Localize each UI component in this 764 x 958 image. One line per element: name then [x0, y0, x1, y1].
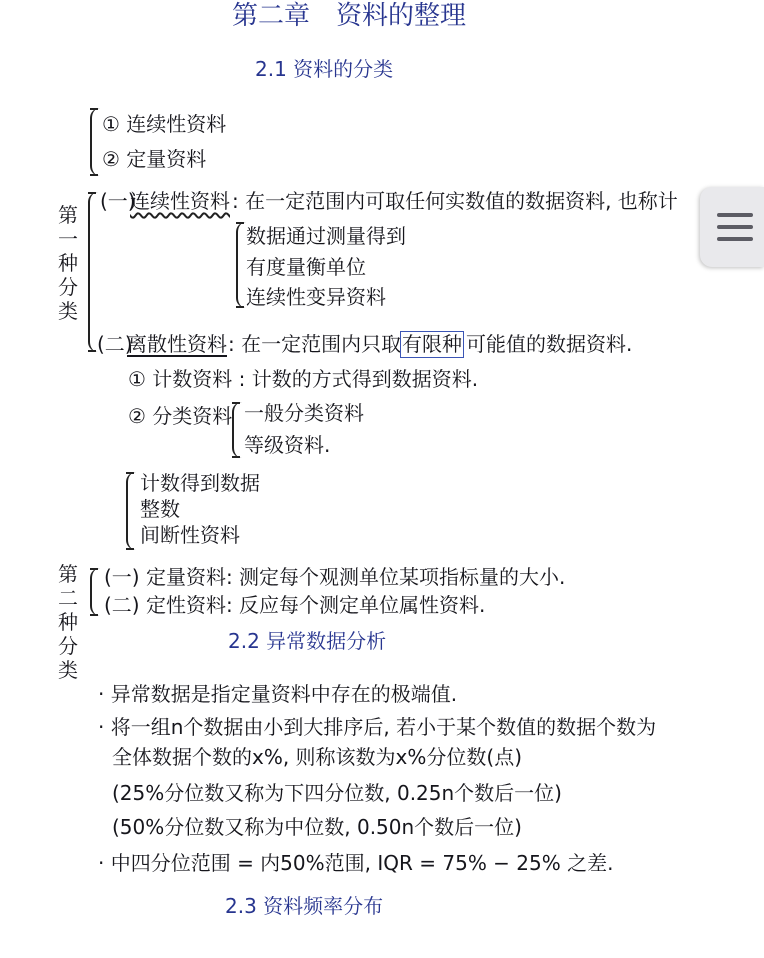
category-number: (一)	[100, 189, 136, 213]
section-2-2-heading: 2.2 异常数据分析	[228, 629, 387, 653]
qualitative-data-line: (二) 定性资料: 反应每个测定单位属性资料.	[104, 593, 486, 617]
categorical-item: 一般分类资料	[244, 401, 364, 425]
outlier-note: (50%分位数又称为中位数, 0.50n个数后一位)	[112, 815, 522, 839]
outlier-note: · 中四分位范围 = 内50%范围, IQR = 75% − 25% 之差.	[98, 851, 614, 875]
finite-kinds-highlight: 有限种	[402, 332, 462, 356]
continuous-item: 连续性变异资料	[246, 285, 386, 309]
section-2-3-heading: 2.3 资料频率分布	[225, 894, 384, 918]
chapter-title: 第二章 资料的整理	[232, 1, 467, 31]
categorical-data-label: ② 分类资料	[128, 404, 233, 428]
first-classification-bracket	[88, 192, 98, 352]
top-list-item: ② 定量资料	[102, 147, 207, 171]
menu-icon[interactable]	[700, 187, 764, 267]
discrete-data-term: 离散性资料	[127, 332, 227, 356]
top-list-bracket	[90, 108, 100, 176]
discrete-note: 间断性资料	[140, 523, 240, 547]
categorical-item: 等级资料.	[244, 433, 331, 457]
outlier-note: · 异常数据是指定量资料中存在的极端值.	[98, 682, 458, 706]
first-classification-label: 第一种分类	[58, 203, 78, 323]
continuous-item: 有度量衡单位	[246, 255, 366, 279]
category-number: (二)	[97, 332, 133, 356]
quantitative-data-line: (一) 定量资料: 测定每个观测单位某项指标量的大小.	[104, 565, 566, 589]
outlier-note: (25%分位数又称为下四分位数, 0.25n个数后一位)	[112, 781, 562, 805]
outlier-note: 全体数据个数的x%, 则称该数为x%分位数(点)	[112, 745, 522, 769]
continuous-items-bracket	[236, 222, 246, 308]
top-list-item: ① 连续性资料	[102, 112, 227, 136]
outlier-note: · 将一组n个数据由小到大排序后, 若小于某个数值的数据个数为	[98, 715, 657, 739]
continuous-data-term: 连续性资料	[130, 189, 230, 213]
discrete-note: 整数	[140, 497, 180, 521]
second-classification-bracket	[90, 568, 100, 616]
categorical-items-bracket	[232, 402, 242, 458]
section-2-1-heading: 2.1 资料的分类	[255, 57, 394, 81]
continuous-item: 数据通过测量得到	[246, 224, 406, 248]
continuous-data-definition: : 在一定范围内可取任何实数值的数据资料, 也称计	[232, 189, 678, 213]
discrete-notes-bracket	[126, 472, 136, 550]
discrete-note: 计数得到数据	[140, 471, 260, 495]
discrete-data-definition: : 在一定范围内只取	[228, 332, 402, 356]
discrete-data-definition-end: 可能值的数据资料.	[466, 332, 633, 356]
count-data-line: ① 计数资料 : 计数的方式得到数据资料.	[128, 367, 479, 391]
second-classification-label: 第二种分类	[58, 562, 78, 682]
